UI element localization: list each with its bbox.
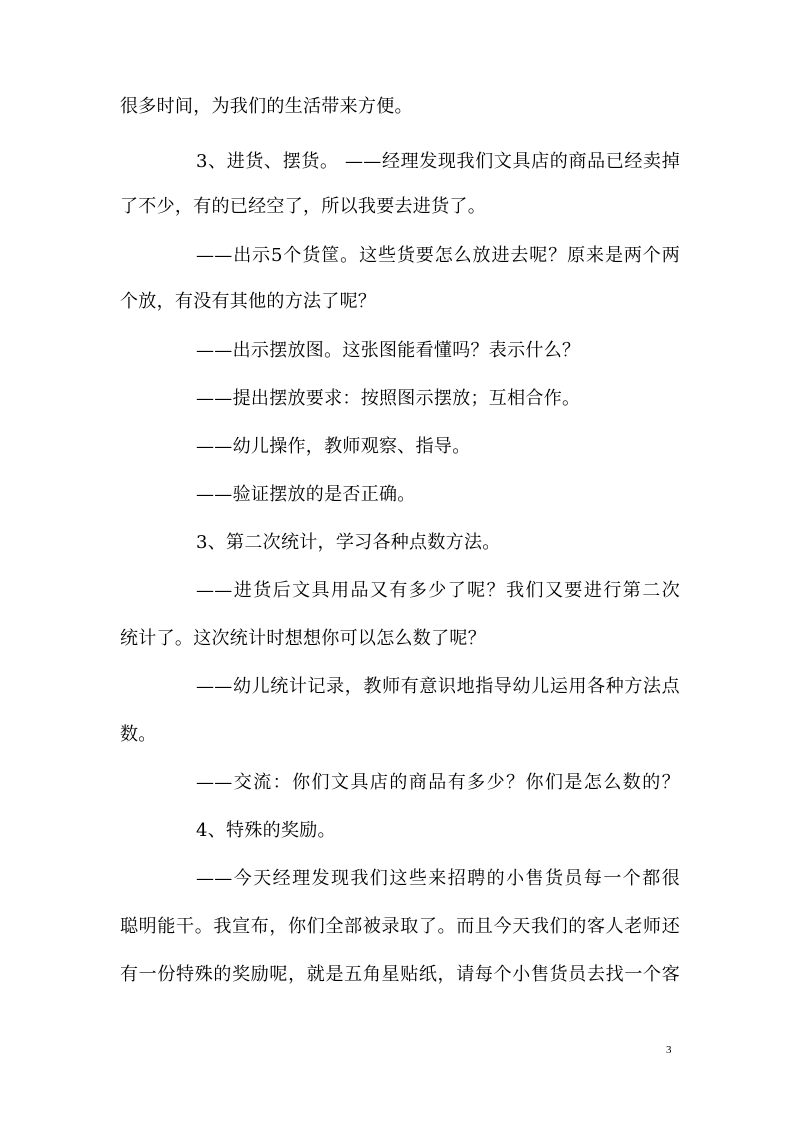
text-line: 统计了。这次统计时想想你可以怎么数了呢？ (120, 628, 486, 649)
text-line: ——验证摆放的是否正确。 (196, 484, 416, 505)
page-number: 3 (666, 1044, 672, 1056)
text-line: ——出示5个货筐。这些货要怎么放进去呢？原来是两个两 (196, 245, 680, 266)
text-line: 了不少，有的已经空了，所以我要去进货了。 (120, 196, 486, 217)
section-heading-line: 3、第二次统计，学习各种点数方法。 (196, 532, 501, 553)
text-line: ——幼儿统计记录，教师有意识地指导幼儿运用各种方法点 (196, 676, 680, 697)
text-line: ——交流：你们文具店的商品有多少？你们是怎么数的？ (196, 772, 680, 793)
text-line: ——进货后文具用品又有多少了呢？我们又要进行第二次 (196, 580, 680, 601)
text-line: ——幼儿操作，教师观察、指导。 (196, 436, 471, 457)
text-line: 个放，有没有其他的方法了呢？ (120, 291, 377, 312)
text-line: ——出示摆放图。这张图能看懂吗？表示什么？ (196, 340, 581, 361)
text-line: ——今天经理发现我们这些来招聘的小售货员每一个都很 (196, 868, 680, 889)
text-line: 有一份特殊的奖励呢，就是五角星贴纸，请每个小售货员去找一个客 (120, 964, 680, 985)
text-line: 数。 (120, 724, 157, 745)
section-heading-line: 3、进货、摆货。 ——经理发现我们文具店的商品已经卖掉 (196, 151, 680, 172)
section-heading-line: 4、特殊的奖励。 (196, 820, 336, 841)
text-line: 很多时间，为我们的生活带来方便。 (120, 96, 413, 117)
text-line: 聪明能干。我宣布，你们全部被录取了。而且今天我们的客人老师还 (120, 916, 680, 937)
text-line: ——提出摆放要求：按照图示摆放；互相合作。 (196, 388, 581, 409)
